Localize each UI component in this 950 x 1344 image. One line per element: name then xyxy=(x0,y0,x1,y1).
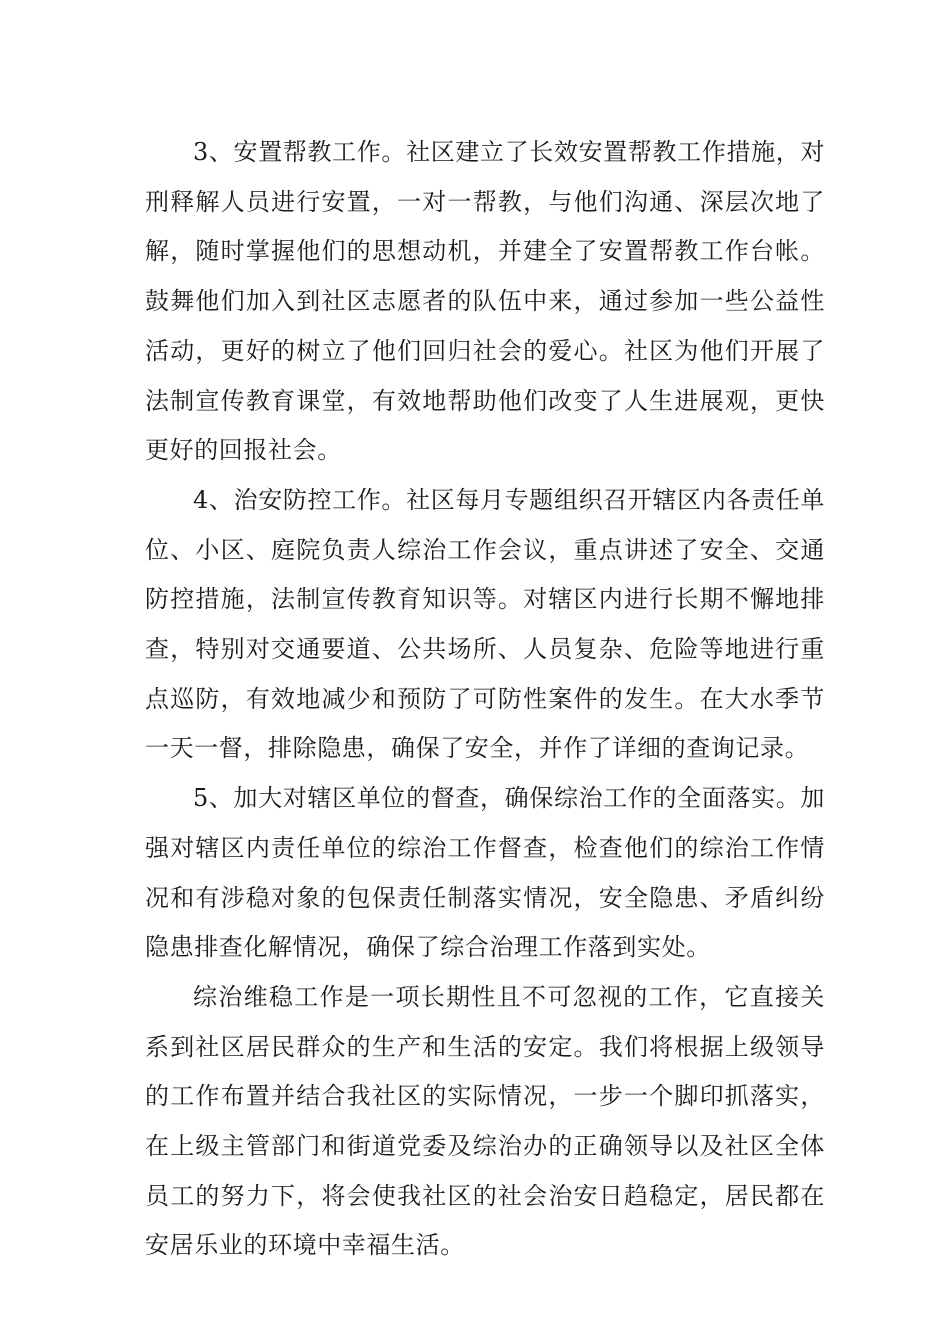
paragraph-unit-supervision: 5、加大对辖区单位的督查，确保综治工作的全面落实。加强对辖区内责任单位的综治工作督查，检查他们的综治工作情况和有涉稳对象的包保责任制落实情况，安全隐患、矛盾纠纷隐患排查化解情况，确保了综合治理工作落到实处。 xyxy=(145,784,825,962)
document-page xyxy=(145,128,825,1271)
paragraph-public-security-prevention: 4、治安防控工作。社区每月专题组织召开辖区内各责任单位、小区、庭院负责人综治工作会议，重点讲述了安全、交通防控措施，法制宣传教育知识等。对辖区内进行长期不懈地排查，特别对交通要道、公共场所、人员复杂、危险等地进行重点巡防，有效地减少和预防了可防性案件的发生。在大水季节一天一督，排除隐患，确保了安全，并作了详细的查询记录。 xyxy=(145,485,825,763)
paragraph-conclusion: 综治维稳工作是一项长期性且不可忽视的工作，它直接关系到社区居民群众的生产和生活的安定。我们将根据上级领导的工作布置并结合我社区的实际情况，一步一个脚印抓落实，在上级主管部门和街道党委及综治办的正确领导以及社区全体员工的努力下，将会使我社区的社会治安日趋稳定，居民都在安居乐业的环境中幸福生活。 xyxy=(145,982,825,1260)
paragraph-resettlement-assistance: 3、安置帮教工作。社区建立了长效安置帮教工作措施，对刑释解人员进行安置，一对一帮教，与他们沟通、深层次地了解，随时掌握他们的思想动机，并建全了安置帮教工作台帐。鼓舞他们加入到社区志愿者的队伍中来，通过参加一些公益性活动，更好的树立了他们回归社会的爱心。社区为他们开展了法制宣传教育课堂，有效地帮助他们改变了人生进展观，更快更好的回报社会。 xyxy=(145,138,825,465)
